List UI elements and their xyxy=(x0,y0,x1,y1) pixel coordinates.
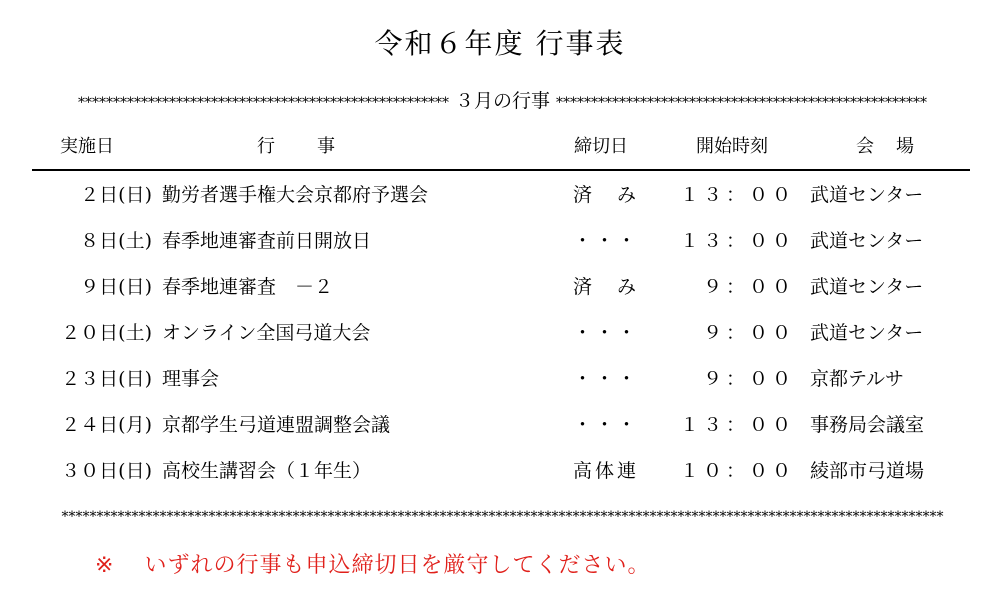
bottom-star-divider: ****************************************************************************************************************************** xyxy=(61,509,944,525)
event-start-time: １３：００ xyxy=(679,184,795,206)
event-date: ８日(土) xyxy=(80,230,152,252)
event-start-time: １３：００ xyxy=(679,230,795,252)
event-venue: 武道センター xyxy=(810,276,924,298)
event-name: 勤労者選手権大会京都府予選会 xyxy=(162,184,429,206)
event-date: ２０日(土) xyxy=(61,322,152,344)
column-header-time: 開始時刻 xyxy=(696,136,768,157)
column-header-date: 実施日 xyxy=(60,136,114,157)
section-title: ３月の行事 xyxy=(449,90,556,112)
table-row xyxy=(0,400,1000,446)
page-title: 令和６年度 行事表 xyxy=(374,27,626,60)
table-row xyxy=(0,216,1000,262)
notice-text: いずれの行事も申込締切日を厳守してください。 xyxy=(144,553,651,578)
event-name: 理事会 xyxy=(162,368,220,390)
event-date: ２４日(月) xyxy=(61,414,152,436)
table-row xyxy=(0,262,1000,308)
event-venue: 綾部市弓道場 xyxy=(810,460,925,482)
event-deadline: 済 み xyxy=(572,184,639,206)
event-start-time: ９：００ xyxy=(702,368,795,390)
event-start-time: ９：００ xyxy=(702,322,795,344)
event-deadline: 高体連 xyxy=(572,460,639,482)
event-date: ９日(日) xyxy=(80,276,152,298)
event-name: 京都学生弓道連盟調整会議 xyxy=(162,414,391,436)
event-date: ２３日(日) xyxy=(61,368,152,390)
event-date: ３０日(日) xyxy=(61,460,152,482)
event-deadline: ・・・ xyxy=(572,414,639,436)
event-venue: 京都テルサ xyxy=(810,368,905,390)
event-name: 春季地連審査前日開放日 xyxy=(162,230,372,252)
deadline-notice xyxy=(95,548,650,579)
event-start-time: ９：００ xyxy=(702,276,795,298)
event-name: 高校生講習会（１年生） xyxy=(162,460,372,482)
event-name: 春季地連審査 －２ xyxy=(162,276,334,298)
table-row xyxy=(0,170,1000,216)
event-venue: 武道センター xyxy=(810,230,924,252)
event-deadline: ・・・ xyxy=(572,230,639,252)
column-header-venue: 会場 xyxy=(856,136,936,157)
column-header-deadline: 締切日 xyxy=(574,136,628,157)
event-venue: 武道センター xyxy=(810,322,924,344)
table-row xyxy=(0,354,1000,400)
star-decoration-right: ***************************************************** xyxy=(556,95,927,111)
table-header xyxy=(0,130,1000,160)
event-date: ２日(日) xyxy=(80,184,152,206)
column-header-event: 行事 xyxy=(257,136,377,157)
event-name: オンライン全国弓道大会 xyxy=(162,322,371,344)
event-start-time: １３：００ xyxy=(679,414,795,436)
star-decoration-left: ***************************************************** xyxy=(77,95,449,111)
table-row xyxy=(0,446,1000,492)
event-venue: 事務局会議室 xyxy=(810,414,925,436)
table-row xyxy=(0,308,1000,354)
event-venue: 武道センター xyxy=(810,184,924,206)
event-table xyxy=(0,170,1000,492)
reference-mark-icon: ※ xyxy=(95,553,115,578)
event-deadline: ・・・ xyxy=(572,368,639,390)
event-start-time: １０：００ xyxy=(679,460,795,482)
section-header-line xyxy=(40,90,965,112)
event-deadline: 済 み xyxy=(572,276,639,298)
event-deadline: ・・・ xyxy=(572,322,639,344)
